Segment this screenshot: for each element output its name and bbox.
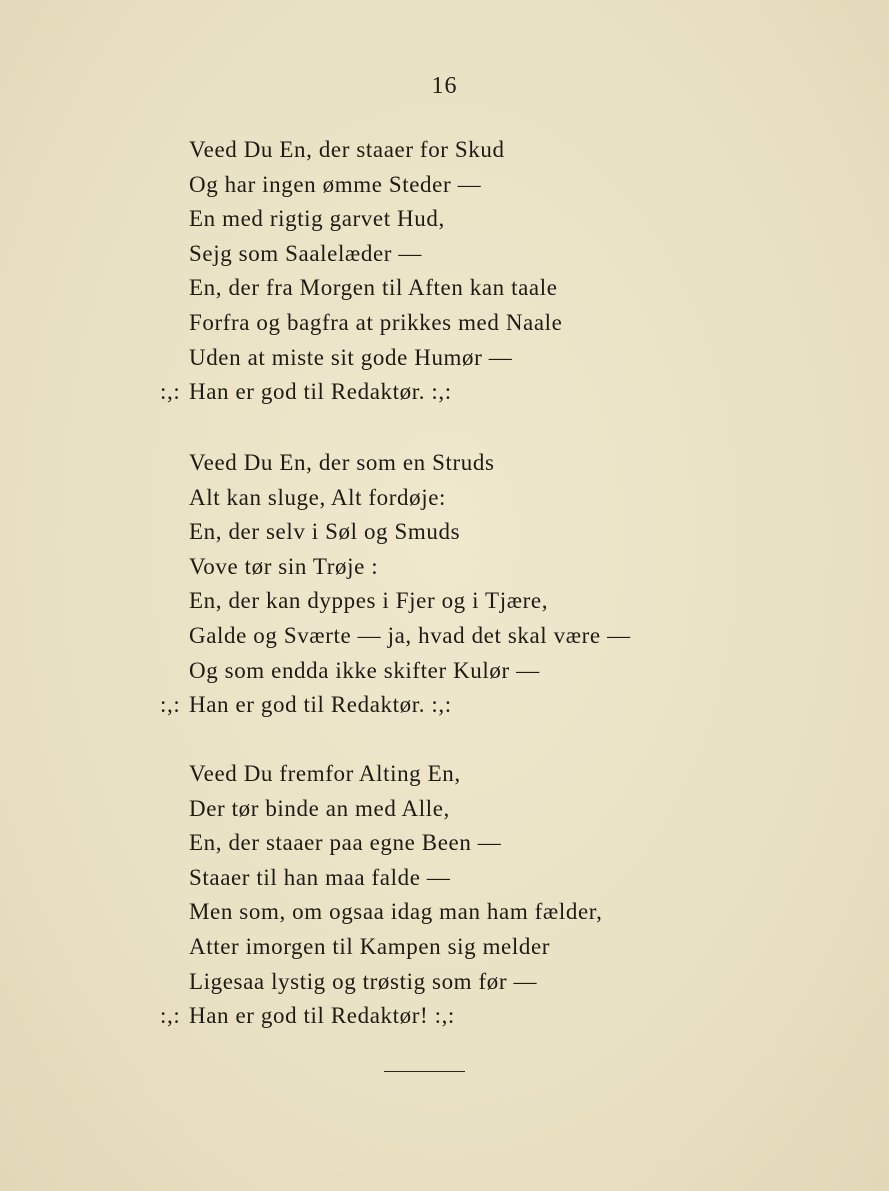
verse-text: Staaer til han maa falde — (189, 864, 451, 890)
verse-text: En med rigtig garvet Hud, (189, 206, 445, 232)
verse-text: Veed Du fremfor Alting En, (189, 761, 461, 786)
verse-line (160, 237, 860, 272)
verse-line (160, 826, 860, 861)
end-divider (384, 1071, 465, 1072)
verse-line (160, 446, 860, 481)
verse-text: Sejg som Saalelæder — (189, 240, 422, 266)
refrain-text: Han er god til Redaktør. :,: (189, 692, 452, 718)
refrain-text: Han er god til Redaktør. :,: (189, 379, 452, 405)
verse-line (160, 965, 860, 1000)
verse-line (160, 930, 860, 965)
stanza-1 (160, 133, 860, 410)
verse-line (160, 341, 860, 376)
verse-line (160, 654, 860, 689)
repeat-mark: :,: (160, 692, 181, 718)
verse-text: Men som, om ogsaa idag man ham fælder, (189, 899, 603, 925)
verse-line (160, 306, 860, 341)
verse-line (160, 133, 860, 168)
verse-line (160, 861, 860, 896)
page-number: 16 (431, 73, 458, 99)
repeat-mark: :,: (160, 1003, 181, 1029)
verse-text: En, der staaer paa egne Been — (189, 830, 502, 856)
verse-line (160, 619, 860, 654)
verse-line (160, 757, 860, 792)
verse-text: Uden at miste sit gode Humør — (189, 344, 513, 370)
verse-text: Der tør binde an med Alle, (189, 795, 450, 821)
verse-line (160, 271, 860, 306)
verse-text: Forfra og bagfra at prikkes med Naale (189, 309, 563, 335)
refrain-line (160, 999, 860, 1034)
verse-text: Og har ingen ømme Steder — (189, 171, 482, 197)
verse-text: En, der selv i Søl og Smuds (189, 519, 461, 545)
verse-text: En, der fra Morgen til Aften kan taale (189, 275, 558, 301)
refrain-text: Han er god til Redaktør! :,: (189, 1003, 455, 1029)
verse-line (160, 168, 860, 203)
stanza-3 (160, 757, 860, 1034)
verse-text: En, der kan dyppes i Fjer og i Tjære, (189, 588, 549, 614)
refrain-line (160, 688, 860, 723)
verse-text: Atter imorgen til Kampen sig melder (189, 933, 551, 959)
verse-text: Ligesaa lystig og trøstig som før — (189, 968, 538, 994)
repeat-mark: :,: (160, 379, 181, 405)
verse-text: Alt kan sluge, Alt fordøje: (189, 484, 447, 510)
verse-text: Galde og Sværte — ja, hvad det skal være — (189, 622, 631, 648)
verse-text: Vove tør sin Trøje : (189, 553, 379, 579)
verse-text: Og som endda ikke skifter Kulør — (189, 657, 540, 683)
verse-line (160, 792, 860, 827)
refrain-line (160, 375, 860, 410)
verse-line (160, 550, 860, 585)
verse-line (160, 895, 860, 930)
verse-line (160, 481, 860, 516)
stanza-2 (160, 446, 860, 723)
verse-text: Veed Du En, der staaer for Skud (189, 137, 505, 162)
verse-line (160, 584, 860, 619)
verse-text: Veed Du En, der som en Struds (189, 450, 495, 475)
verse-line (160, 515, 860, 550)
verse-line (160, 202, 860, 237)
